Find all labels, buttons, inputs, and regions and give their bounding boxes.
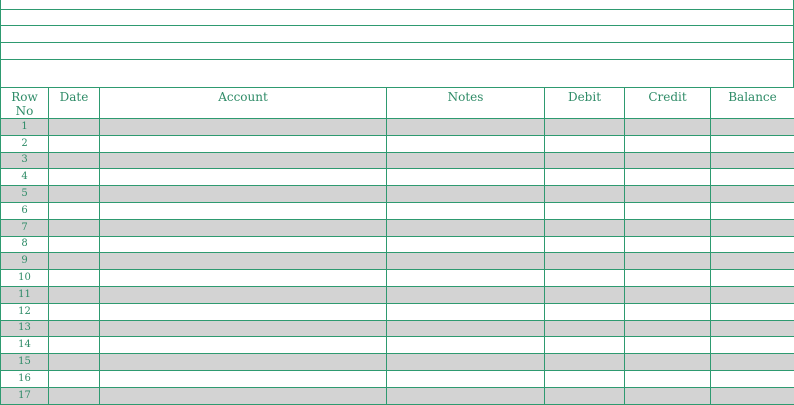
credit-cell[interactable] [625,303,711,320]
table-row [1,169,794,186]
notes-cell[interactable] [387,169,545,186]
credit-cell[interactable] [625,202,711,219]
date-cell[interactable] [49,354,100,371]
balance-cell[interactable] [711,303,794,320]
account-cell[interactable] [100,169,387,186]
table-row [1,354,794,371]
date-cell[interactable] [49,370,100,387]
table-row [1,286,794,303]
debit-cell[interactable] [545,119,625,136]
date-cell[interactable] [49,186,100,203]
credit-cell[interactable] [625,286,711,303]
balance-cell[interactable] [711,320,794,337]
table-row [1,320,794,337]
balance-cell[interactable] [711,354,794,371]
account-cell[interactable] [100,186,387,203]
row-no-cell: 7 [1,219,49,236]
date-cell[interactable] [49,236,100,253]
credit-cell[interactable] [625,186,711,203]
table-row [1,270,794,287]
date-cell[interactable] [49,219,100,236]
row-no-cell: 10 [1,270,49,287]
balance-cell[interactable] [711,370,794,387]
balance-cell[interactable] [711,152,794,169]
notes-cell[interactable] [387,303,545,320]
column-header-date [49,88,100,119]
row-no-cell: 11 [1,286,49,303]
credit-cell[interactable] [625,270,711,287]
account-cell[interactable] [100,236,387,253]
debit-cell[interactable] [545,186,625,203]
account-cell[interactable] [100,387,387,404]
account-cell[interactable] [100,286,387,303]
balance-cell[interactable] [711,337,794,354]
row-no-cell: 1 [1,119,49,136]
account-cell[interactable] [100,270,387,287]
notes-cell[interactable] [387,253,545,270]
balance-cell[interactable] [711,236,794,253]
column-header-row-no [1,88,49,119]
debit-cell[interactable] [545,169,625,186]
row-no-cell: 9 [1,253,49,270]
credit-cell[interactable] [625,320,711,337]
balance-cell[interactable] [711,387,794,404]
account-cell[interactable] [100,303,387,320]
debit-cell[interactable] [545,387,625,404]
notes-cell[interactable] [387,387,545,404]
account-cell[interactable] [100,370,387,387]
account-cell[interactable] [100,119,387,136]
form-header-area [0,0,794,87]
credit-cell[interactable] [625,152,711,169]
row-no-cell: 12 [1,303,49,320]
table-row [1,186,794,203]
table-row [1,135,794,152]
debit-cell[interactable] [545,219,625,236]
balance-cell[interactable] [711,202,794,219]
row-no-cell: 8 [1,236,49,253]
ledger-body [1,119,794,405]
credit-cell[interactable] [625,236,711,253]
date-cell[interactable] [49,119,100,136]
header-rule [1,42,794,43]
account-cell[interactable] [100,253,387,270]
header-rule [1,25,794,26]
balance-cell[interactable] [711,270,794,287]
column-header-notes [387,88,545,119]
ledger-table [0,87,794,405]
column-header-label: Notes [448,90,484,104]
account-cell[interactable] [100,354,387,371]
credit-cell[interactable] [625,169,711,186]
debit-cell[interactable] [545,253,625,270]
date-cell[interactable] [49,270,100,287]
debit-cell[interactable] [545,286,625,303]
notes-cell[interactable] [387,119,545,136]
row-no-cell: 2 [1,135,49,152]
notes-cell[interactable] [387,354,545,371]
date-cell[interactable] [49,152,100,169]
balance-cell[interactable] [711,186,794,203]
table-row [1,253,794,270]
account-cell[interactable] [100,202,387,219]
column-header-credit [625,88,711,119]
credit-cell[interactable] [625,370,711,387]
table-row [1,119,794,136]
debit-cell[interactable] [545,354,625,371]
account-cell[interactable] [100,337,387,354]
row-no-cell: 15 [1,354,49,371]
notes-cell[interactable] [387,135,545,152]
date-cell[interactable] [49,387,100,404]
header-rule [1,9,794,10]
column-header-label: Balance [728,90,777,104]
date-cell[interactable] [49,320,100,337]
account-cell[interactable] [100,320,387,337]
notes-cell[interactable] [387,370,545,387]
column-header-label: Account [218,90,268,104]
notes-cell[interactable] [387,152,545,169]
row-no-cell: 13 [1,320,49,337]
debit-cell[interactable] [545,370,625,387]
notes-cell[interactable] [387,270,545,287]
notes-cell[interactable] [387,202,545,219]
credit-cell[interactable] [625,387,711,404]
notes-cell[interactable] [387,236,545,253]
credit-cell[interactable] [625,354,711,371]
debit-cell[interactable] [545,270,625,287]
debit-cell[interactable] [545,202,625,219]
column-header-label: Credit [648,90,686,104]
column-header-label: Date [60,90,89,104]
table-row [1,337,794,354]
row-no-cell: 5 [1,186,49,203]
credit-cell[interactable] [625,119,711,136]
balance-cell[interactable] [711,286,794,303]
account-cell[interactable] [100,152,387,169]
row-no-cell: 6 [1,202,49,219]
row-no-cell: 17 [1,387,49,404]
balance-cell[interactable] [711,219,794,236]
debit-cell[interactable] [545,337,625,354]
date-cell[interactable] [49,202,100,219]
notes-cell[interactable] [387,337,545,354]
header-rule [1,59,794,60]
table-row [1,387,794,404]
notes-cell[interactable] [387,286,545,303]
account-cell[interactable] [100,135,387,152]
debit-cell[interactable] [545,135,625,152]
table-row [1,303,794,320]
table-row [1,236,794,253]
credit-cell[interactable] [625,219,711,236]
column-header-label: Debit [568,90,601,104]
date-cell[interactable] [49,337,100,354]
notes-cell[interactable] [387,320,545,337]
notes-cell[interactable] [387,219,545,236]
header-row [1,88,794,119]
table-row [1,219,794,236]
balance-cell[interactable] [711,253,794,270]
table-row [1,152,794,169]
debit-cell[interactable] [545,152,625,169]
table-row [1,202,794,219]
column-header-account [100,88,387,119]
column-header-label: Row No [11,90,38,118]
credit-cell[interactable] [625,253,711,270]
account-cell[interactable] [100,219,387,236]
notes-cell[interactable] [387,186,545,203]
balance-cell[interactable] [711,169,794,186]
column-header-debit [545,88,625,119]
row-no-cell: 3 [1,152,49,169]
row-no-cell: 14 [1,337,49,354]
debit-cell[interactable] [545,236,625,253]
row-no-cell: 16 [1,370,49,387]
credit-cell[interactable] [625,135,711,152]
debit-cell[interactable] [545,303,625,320]
debit-cell[interactable] [545,320,625,337]
column-header-balance [711,88,794,119]
credit-cell[interactable] [625,337,711,354]
date-cell[interactable] [49,135,100,152]
date-cell[interactable] [49,253,100,270]
table-row [1,370,794,387]
date-cell[interactable] [49,169,100,186]
row-no-cell: 4 [1,169,49,186]
date-cell[interactable] [49,303,100,320]
balance-cell[interactable] [711,135,794,152]
date-cell[interactable] [49,286,100,303]
balance-cell[interactable] [711,119,794,136]
